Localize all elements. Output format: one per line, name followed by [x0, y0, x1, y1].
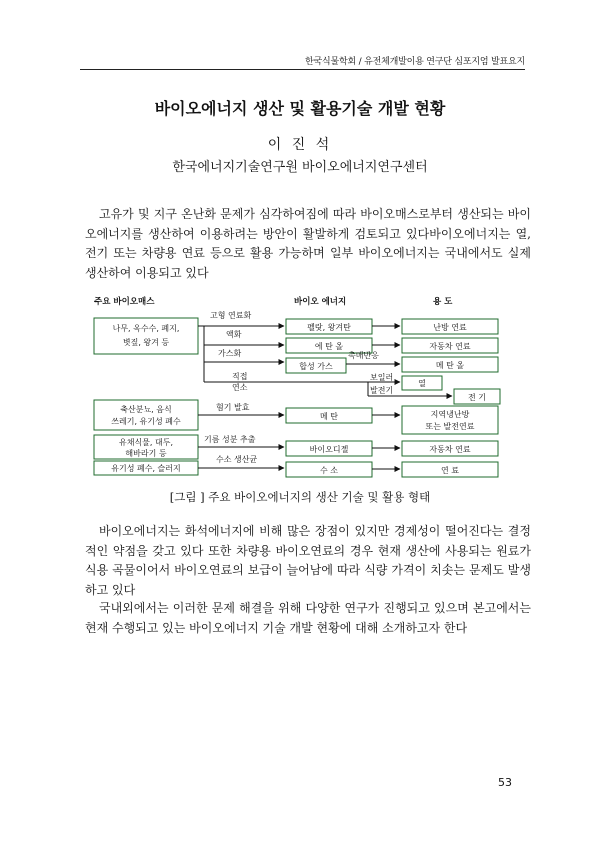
- use-heating-label: 난방 연료: [433, 323, 467, 332]
- figure-caption: [그림 ] 주요 바이오에너지의 생산 기술 및 활용 형태: [169, 490, 431, 504]
- bioenergy-flow-diagram: [90, 296, 510, 482]
- energy-hydrogen-label: 수 소: [320, 466, 338, 475]
- header-uses: 용 도: [433, 297, 453, 307]
- header-rule: [80, 69, 525, 70]
- paragraph-intro: 고유가 및 지구 온난화 문제가 심각하여짐에 따라 바이오매스로부터 생산되는 바이오에너지를 생산하여 이용하려는 방안이 활발하게 검토되고 있다바이오에너지는 열, 전기 또는 차량용 연료 등으로 활용 가능하며 일부 바이오에너지는 국내에서도 실제 생산하여 이용되고 있다: [85, 207, 531, 280]
- biomass-1-line1: 나무, 옥수수, 폐지,: [112, 324, 180, 333]
- energy-ethanol-label: 에 탄 올: [314, 342, 344, 351]
- process-direct: 직접: [232, 372, 248, 381]
- energy-syngas-label: 합성 가스: [299, 362, 333, 371]
- author-name: 이 진 석: [267, 137, 333, 153]
- use-vehicle-fuel-2-label: 자동차 연료: [429, 445, 471, 454]
- process-gasification: 가스화: [218, 349, 242, 358]
- process-anaerobic: 혐기 발효: [216, 403, 250, 412]
- paragraph-purpose: 국내외에서는 이러한 문제 해결을 위해 다양한 연구가 진행되고 있으며 본고에서는 현재 수행되고 있는 바이오에너지 기술 개발 현황에 대해 소개하고자 한다: [85, 601, 531, 635]
- use-district-heating-line2: 또는 발전연료: [425, 422, 475, 431]
- use-vehicle-fuel-label: 자동차 연료: [429, 342, 471, 351]
- biomass-4-label: 유기성 폐수, 슬러지: [111, 464, 181, 473]
- use-fuel-label: 연 료: [441, 466, 459, 475]
- author-affiliation: 한국에너지기술연구원 바이오에너지연구센터: [172, 160, 428, 175]
- use-methanol-label: 메 탄 올: [435, 361, 465, 370]
- biomass-3-line1: 유채식물, 대두,: [119, 438, 173, 447]
- process-oil-extraction: 기름 성분 추출: [204, 435, 256, 444]
- paragraph-advantages: 바이오에너지는 화석에너지에 비해 많은 장점이 있지만 경제성이 떨어진다는 결정적인 약점을 갖고 있다 또한 차량용 바이오연료의 경우 현재 생산에 사용되는 원료가 식용 곡물이어서 바이오연료의 보급이 늘어남에 따라 식량 가격이 치솟는 문제도 발생하고 있다: [85, 524, 531, 597]
- energy-pellet-label: 펠랏, 왕겨탄: [307, 323, 351, 332]
- header-biomass: 주요 바이오매스: [94, 297, 155, 307]
- process-generator: 발전기: [370, 386, 394, 395]
- process-hydrogen: 수소 생산균: [216, 455, 258, 464]
- use-electricity-label: 전 기: [468, 393, 486, 402]
- running-header: 한국식물학회 / 유전체개발이용 연구단 심포지엄 발표요지: [305, 57, 525, 67]
- header-bioenergy: 바이오 에너지: [294, 297, 347, 307]
- biomass-1-line2: 볏짚, 왕겨 등: [122, 338, 170, 347]
- process-combustion: 연소: [232, 383, 248, 392]
- use-heat-label: 열: [418, 379, 426, 388]
- paper-title: 바이오에너지 생산 및 활용기술 개발 현황: [154, 99, 446, 118]
- energy-methane-label: 메 탄: [320, 412, 338, 421]
- use-district-heating-line1: 지역냉난방: [430, 410, 470, 419]
- process-solid-fuel: 고형 연료화: [210, 311, 252, 320]
- biomass-3-line2: 해바라기 등: [125, 449, 167, 458]
- biomass-2-line2: 쓰레기, 유기성 폐수: [111, 417, 181, 426]
- process-boiler: 보일러: [370, 373, 394, 382]
- page-number: 53: [498, 776, 512, 789]
- process-catalytic: 촉매반응: [348, 351, 379, 360]
- biomass-2-line1: 축산분뇨, 음식: [120, 405, 172, 414]
- energy-biodiesel-label: 바이오디젤: [309, 445, 349, 454]
- process-liquefaction: 액화: [226, 330, 242, 339]
